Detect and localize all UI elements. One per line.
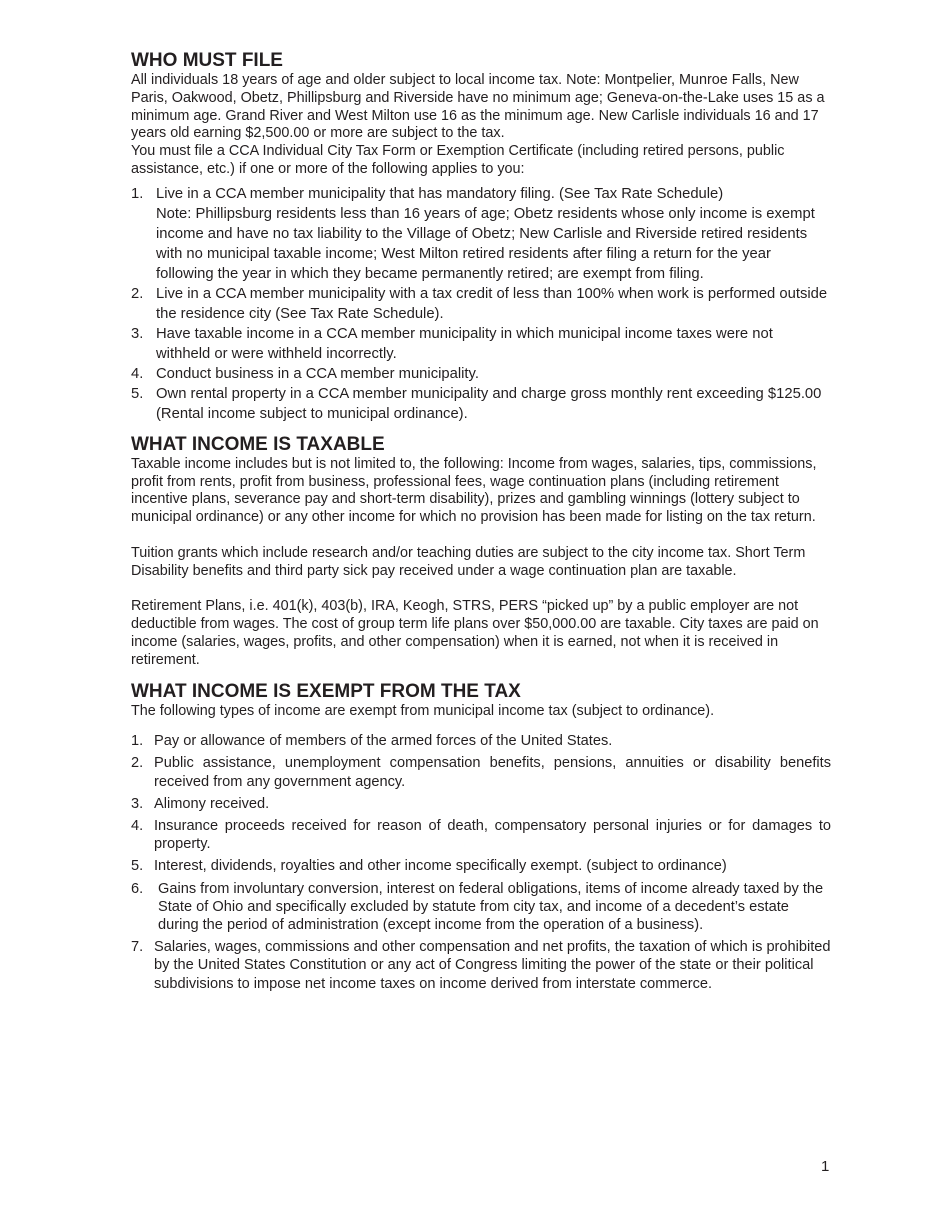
- list-number: 1.: [131, 733, 144, 750]
- list-number: 2.: [131, 755, 144, 772]
- list-item: [131, 857, 831, 875]
- list-item: [131, 880, 831, 935]
- taxable-paragraph-1: Taxable income includes but is not limited to, the following: Income from wages, salaries, tips, commissions, profit from rents, profit from business, professional fees, wage continuation plans (including retirement incentive plans, severance pay and short-term disability), prizes and gambling winnings (lottery subject to municipal ordinance) or any other income for which no provision has been made for listing on the tax return.: [131, 455, 817, 526]
- page-number: 1: [821, 1158, 830, 1175]
- list-item-text: Have taxable income in a CCA member municipality in which municipal income taxes were not withheld or were withheld incorrectly.: [156, 325, 773, 362]
- list-item: [131, 284, 831, 324]
- document-page: [131, 50, 831, 997]
- list-number: 6.: [131, 880, 144, 897]
- list-item-text: Conduct business in a CCA member municipality.: [156, 365, 479, 382]
- list-item: [131, 384, 831, 424]
- list-number: 5.: [131, 858, 144, 875]
- who-must-file-heading: WHO MUST FILE: [131, 50, 283, 71]
- list-item-note: Note: Phillipsburg residents less than 16 years of age; Obetz residents whose only income is exempt income and have no tax liability to the Village of Obetz; New Carlisle and Riverside retired residents with no municipal taxable income; West Milton retired residents after filing a return for the year following the year in which they became permanently retired; are exempt from filing.: [156, 205, 815, 282]
- exempt-list: [131, 732, 831, 993]
- list-item-text: Live in a CCA member municipality that has mandatory filing. (See Tax Rate Schedule): [156, 185, 724, 202]
- who-intro-paragraph: All individuals 18 years of age and older subject to local income tax. Note: Montpelier, Munroe Falls, New Paris, Oakwood, Obetz, Phillipsburg and Riverside have no minimum age; Geneva-on-the-Lake uses 15 as a minimum age. Grand River and West Milton use 16 as the minimum age. New Carlisle individuals 16 and 17 years old earning $2,500.00 or more are subject to the tax.: [131, 72, 825, 142]
- list-number: 3.: [131, 325, 144, 342]
- list-item-text: Pay or allowance of members of the armed forces of the United States.: [154, 733, 613, 750]
- list-item: [131, 184, 831, 284]
- list-item-text: Interest, dividends, royalties and other income specifically exempt. (subject to ordinance): [154, 858, 727, 875]
- list-item-text: Gains from involuntary conversion, interest on federal obligations, items of income already taxed by the State of Ohio and specifically excluded by statute from city tax, and income of a decedent’s estate during the period of administration (except income from the operation of a business).: [158, 880, 824, 933]
- list-item: [131, 324, 831, 364]
- list-item: [131, 938, 831, 993]
- who-intro-paragraph-2: You must file a CCA Individual City Tax Form or Exemption Certificate (including retired persons, public assistance, etc.) if one or more of the following applies to you:: [131, 143, 785, 177]
- list-item: [131, 732, 831, 750]
- list-item-text: Public assistance, unemployment compensation benefits, pensions, annuities or disability benefits received from any government agency.: [154, 755, 831, 790]
- list-number: 2.: [131, 285, 144, 302]
- taxable-paragraph-3: Retirement Plans, i.e. 401(k), 403(b), IRA, Keogh, STRS, PERS “picked up” by a public employer are not deductible from wages. The cost of group term life plans over $50,000.00 are taxable. City taxes are paid on income (salaries, wages, profits, and other compensation) when it is earned, not when it is received in retirement.: [131, 598, 819, 668]
- list-item-text: Own rental property in a CCA member municipality and charge gross monthly rent exceeding $125.00 (Rental income subject to municipal ordinance).: [156, 385, 822, 422]
- list-item: [131, 364, 831, 384]
- list-item-text: Salaries, wages, commissions and other compensation and net profits, the taxation of which is prohibited by the United States Constitution or any act of Congress limiting the power of the state or their political subdivisions to impose net income taxes on income derived from interstate commerce.: [154, 939, 831, 992]
- list-number: 7.: [131, 939, 144, 956]
- list-number: 4.: [131, 817, 144, 834]
- who-must-file-list: [131, 184, 831, 424]
- what-income-is-taxable-section: [131, 434, 831, 670]
- taxable-heading: WHAT INCOME IS TAXABLE: [131, 433, 385, 455]
- who-must-file-section: [131, 50, 831, 424]
- list-item-text: Live in a CCA member municipality with a tax credit of less than 100% when work is performed outside the residence city (See Tax Rate Schedule).: [156, 285, 828, 322]
- list-item-text: Alimony received.: [154, 795, 270, 812]
- exempt-heading: WHAT INCOME IS EXEMPT FROM THE TAX: [131, 681, 521, 703]
- list-number: 5.: [131, 385, 144, 402]
- list-number: 1.: [131, 185, 144, 202]
- list-number: 4.: [131, 365, 144, 382]
- exempt-intro: The following types of income are exempt from municipal income tax (subject to ordinance).: [131, 703, 715, 720]
- list-item: [131, 795, 831, 813]
- list-item: [131, 817, 831, 853]
- exempt-income-section: [131, 681, 831, 992]
- taxable-paragraph-2: Tuition grants which include research and/or teaching duties are subject to the city income tax. Short Term Disability benefits and third party sick pay received under a wage continuation plan are taxable.: [131, 544, 806, 579]
- list-item: [131, 754, 831, 790]
- list-number: 3.: [131, 795, 144, 812]
- list-item-text: Insurance proceeds received for reason of death, compensatory personal injuries or for damages to property.: [154, 817, 831, 853]
